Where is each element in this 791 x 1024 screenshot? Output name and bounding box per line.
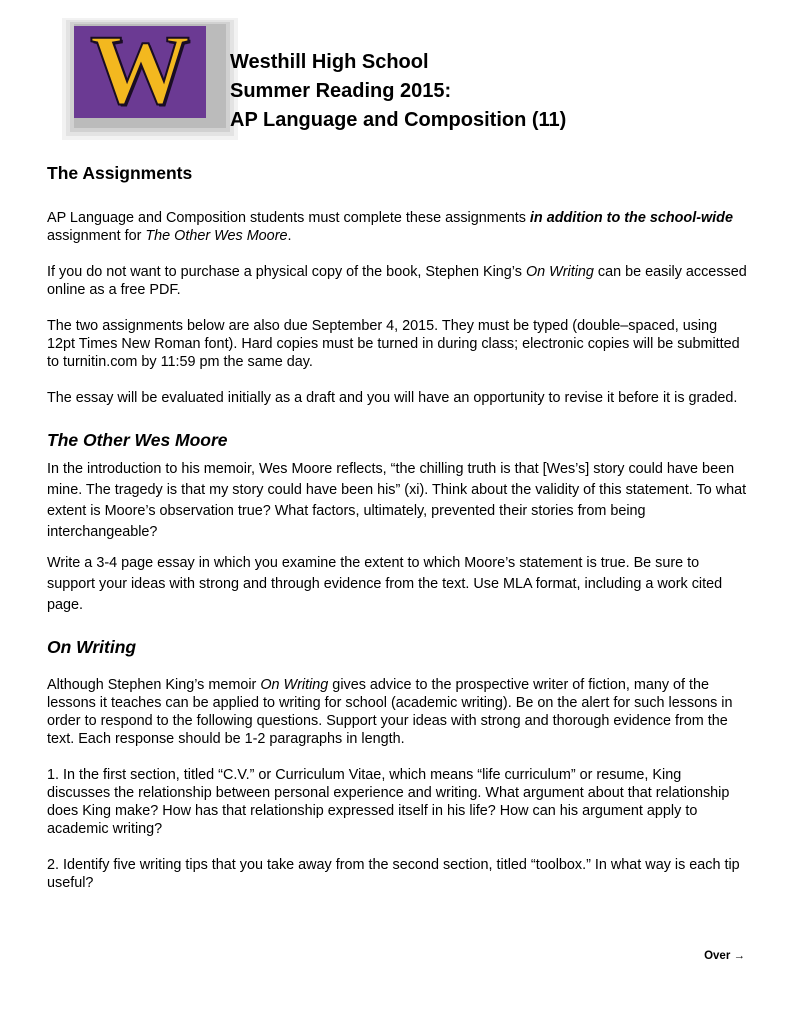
logo-badge bbox=[74, 26, 206, 118]
book-title: On Writing bbox=[525, 264, 594, 280]
school-logo bbox=[62, 18, 238, 140]
assignments-intro-paragraph bbox=[47, 209, 747, 245]
pdf-paragraph bbox=[47, 263, 747, 299]
assignments-heading: The Assignments bbox=[47, 163, 193, 183]
program-title: Summer Reading 2015: bbox=[230, 80, 452, 102]
on-writing-intro-paragraph bbox=[47, 676, 747, 748]
document-header bbox=[230, 48, 566, 135]
text-run: . bbox=[287, 228, 292, 244]
book-title: The Other Wes Moore bbox=[145, 228, 288, 244]
book-title: On Writing bbox=[260, 677, 329, 693]
question-1: 1. In the first section, titled “C.V.” or Curriculum Vitae, which means “life curriculum” or resume, King discusses the relationship between personal experience and writing. What argument about that relationship does King make? How has that relationship expressed itself in his life? How can his argument apply to academic writing? bbox=[47, 767, 730, 837]
text-run: gives advice to the prospective writer of fiction, many of the lessons it teaches can be applied to writing for school (academic writing). Be on the alert for such lessons in order to respond to the following questions. Support your ideas with strong and thorough evidence from the text. Each response should be 1-2 paragraphs in length. bbox=[47, 677, 733, 747]
emphasis-text: in addition to the school-wide bbox=[529, 210, 733, 226]
draft-paragraph: The essay will be evaluated initially as a draft and you will have an opportunity to revise it before it is graded. bbox=[47, 390, 738, 406]
text-run: assignment for bbox=[47, 228, 146, 244]
text-run: If you do not want to purchase a physical copy of the book, Stephen King’s bbox=[47, 264, 526, 280]
wes-moore-heading: The Other Wes Moore bbox=[47, 430, 228, 450]
on-writing-heading: On Writing bbox=[47, 637, 137, 657]
school-name: Westhill High School bbox=[230, 51, 429, 73]
course-title: AP Language and Composition (11) bbox=[230, 109, 567, 131]
text-run: can be easily accessed online as a free PDF. bbox=[47, 264, 747, 298]
due-date-paragraph: The two assignments below are also due September 4, 2015. They must be typed (double–spaced, using 12pt Times New Roman font). Hard copies must be turned in during class; electronic copies will be submitted to turnitin.com by 11:59 pm the same day. bbox=[47, 318, 740, 370]
question-2: 2. Identify five writing tips that you take away from the second section, titled “toolbox.” In what way is each tip useful? bbox=[47, 857, 740, 891]
document-body bbox=[47, 162, 747, 892]
logo-letter: W bbox=[90, 26, 190, 118]
wes-moore-paragraph-2: Write a 3-4 page essay in which you examine the extent to which Moore’s statement is true. Be sure to support your ideas with strong and through evidence from the text. Use MLA format, including a work cited page. bbox=[47, 555, 723, 613]
wes-moore-paragraph-1: In the introduction to his memoir, Wes Moore reflects, “the chilling truth is that [Wes’s] story could have been mine. The tragedy is that my story could have been his” (xi). Think about the validity of this statement. To what extent is Moore’s observation true? What factors, ultimately, prevented their stories from being interchangeable? bbox=[47, 461, 747, 540]
text-run: Although Stephen King’s memoir bbox=[47, 677, 261, 693]
text-run: AP Language and Composition students must complete these assignments bbox=[47, 210, 530, 226]
over-indicator: Over → bbox=[704, 950, 745, 962]
